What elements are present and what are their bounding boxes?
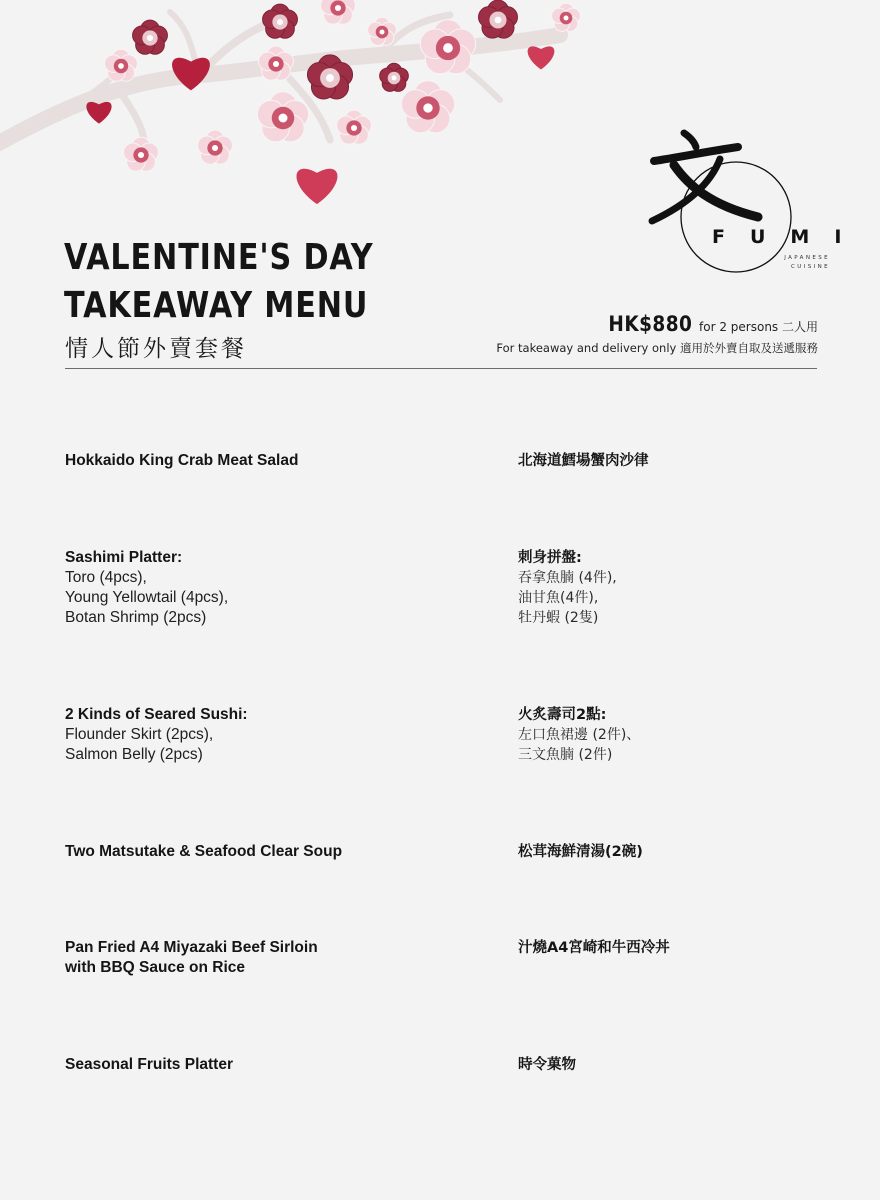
blossom-icon [380,63,409,91]
blossom-icon [337,110,372,144]
menu-item-detail: Toro (4pcs), [65,569,147,586]
blossom-icon [105,49,138,81]
menu-item-name-zh: 北海道鱈場蟹肉沙律 [518,453,649,469]
blossom-icon [257,92,308,142]
menu-item-detail-zh: 牡丹蝦 (2隻) [518,610,599,626]
menu-item-english [65,842,485,862]
menu-item-name-zh: 汁燒A4宮崎和牛西冷丼 [518,940,670,956]
menu-item-detail: Salmon Belly (2pcs) [65,746,203,763]
logo-subtitle-line-2: CUISINE [791,264,830,270]
blossom-icon [321,0,356,24]
menu-item-name: Pan Fried A4 Miyazaki Beef Sirloin with BBQ Sauce on Rice [65,939,318,976]
menu-item-chinese [518,548,818,628]
heart-icon [297,169,338,204]
menu-item-name-zh: 火炙壽司2點: [518,707,607,723]
blossom-icon [479,0,518,38]
menu-item-english [65,1055,485,1075]
menu-item-name: Hokkaido King Crab Meat Salad [65,452,299,469]
heart-icon [86,102,111,124]
title-line-1: VALENTINE'S DAY [64,237,374,278]
heart-icon [528,46,555,69]
page-title [64,234,374,330]
price-block [496,312,818,356]
fumi-logo-icon [640,125,840,275]
menu-item-chinese [518,842,818,862]
menu-item-english [65,938,485,978]
menu-item-name: Two Matsutake & Seafood Clear Soup [65,843,343,860]
menu-item-english [65,451,485,471]
blossom-icon [263,4,298,38]
logo-subtitle-line-1: JAPANESE [784,255,830,261]
blossom-icon [552,3,581,31]
logo-subtitle [780,254,830,272]
menu-item-english [65,548,485,628]
menu-item-detail-zh: 三文魚腩 (2件) [518,747,613,763]
menu-item-chinese [518,1055,818,1075]
blossom-icon [133,20,168,54]
blossom-icon [259,46,294,80]
blossom-icon [124,137,159,171]
menu-item-detail: Flounder Skirt (2pcs), [65,726,214,743]
blossom-icon [420,20,475,74]
menu-item-detail-zh: 左口魚裙邊 (2件)、 [518,727,641,743]
page-title-chinese: 情人節外賣套餐 [65,336,247,362]
blossom-icon [198,130,233,164]
title-line-2: TAKEAWAY MENU [64,285,369,326]
menu-item-name-zh: 時令菓物 [518,1057,576,1073]
menu-item-detail: Young Yellowtail (4pcs), [65,589,229,606]
price-note: For takeaway and delivery only 適用於外賣自取及送遞服務 [496,341,818,355]
menu-item-chinese [518,451,818,471]
blossom-icon [368,17,397,45]
menu-item-name: Seasonal Fruits Platter [65,1056,233,1073]
blossom-icon [401,81,454,133]
menu-item-name: 2 Kinds of Seared Sushi: [65,706,248,723]
menu-item-detail-zh: 吞拿魚腩 (4件), [518,570,617,586]
menu-item-detail-zh: 油甘魚(4件), [518,590,599,606]
menu-item-name-zh: 松茸海鮮清湯(2碗) [518,844,643,860]
menu-item-chinese [518,705,818,765]
menu-item-name: Sashimi Platter: [65,549,183,566]
menu-item-name-zh: 刺身拼盤: [518,550,582,566]
heart-icon [172,58,210,91]
price-amount: HK$880 [608,312,692,336]
header-divider [65,368,817,369]
logo-wordmark: FUMI [712,226,867,248]
menu-item-chinese [518,938,818,958]
cherry-blossom-branch-illustration [0,0,600,230]
menu-item-english [65,705,485,765]
menu-item-detail: Botan Shrimp (2pcs) [65,609,207,626]
price-persons: for 2 persons 二人用 [699,320,818,334]
